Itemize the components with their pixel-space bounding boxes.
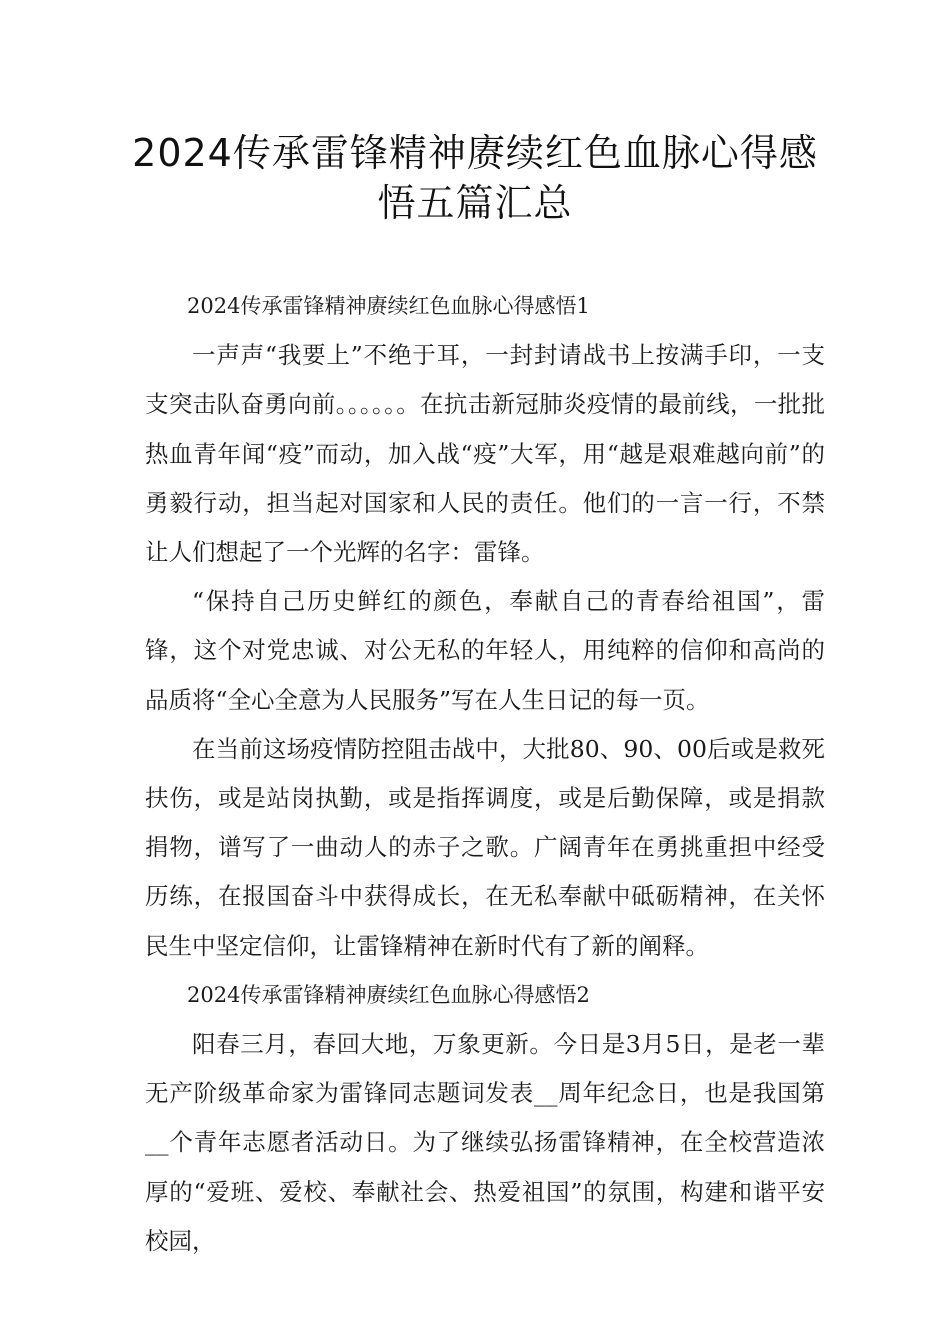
section-heading-2: 2024传承雷锋精神赓续红色血脉心得感悟2 xyxy=(187,982,590,1007)
body-paragraph: 在当前这场疫情防控阻击战中，大批80、90、00后或是救死扶伤，或是站岗执勤，或是指挥调度，或是后勤保障，或是捐款捐物，谱写了一曲动人的赤子之歌。广阔青年在勇挑重担中经受历练，在报国奋斗中获得成长，在无私奉献中砥砺精神，在关怀民生中坚定信仰，让雷锋精神在新时代有了新的阐释。 xyxy=(145,734,825,960)
document-body xyxy=(145,282,825,1266)
body-paragraph: “保持自己历史鲜红的颜色，奉献自己的青春给祖国”，雷锋，这个对党忠诚、对公无私的年轻人，用纯粹的信仰和高尚的品质将“全心全意为人民服务”写在人生日记的每一页。 xyxy=(145,587,825,714)
document-title: 2024传承雷锋精神赓续红色血脉心得感悟五篇汇总 xyxy=(132,131,818,225)
body-paragraph: 一声声“我要上”不绝于耳，一封封请战书上按满手印，一支支突击队奋勇向前。。。。。。在抗击新冠肺炎疫情的最前线，一批批热血青年闻“疫”而动，加入战“疫”大军，用“越是艰难越向前”的勇毅行动，担当起对国家和人民的责任。他们的一言一行，不禁让人们想起了一个光辉的名字：雷锋。 xyxy=(145,341,825,567)
section-heading-1: 2024传承雷锋精神赓续红色血脉心得感悟1 xyxy=(187,294,590,318)
body-paragraph: 阳春三月，春回大地，万象更新。今日是3月5日，是老一辈无产阶级革命家为雷锋同志题词发表__周年纪念日，也是我国第__个青年志愿者活动日。为了继续弘扬雷锋精神，在全校营造浓厚的“爱班、爱校、奉献社会、热爱祖国”的氛围，构建和谐平安校园， xyxy=(145,1030,825,1255)
